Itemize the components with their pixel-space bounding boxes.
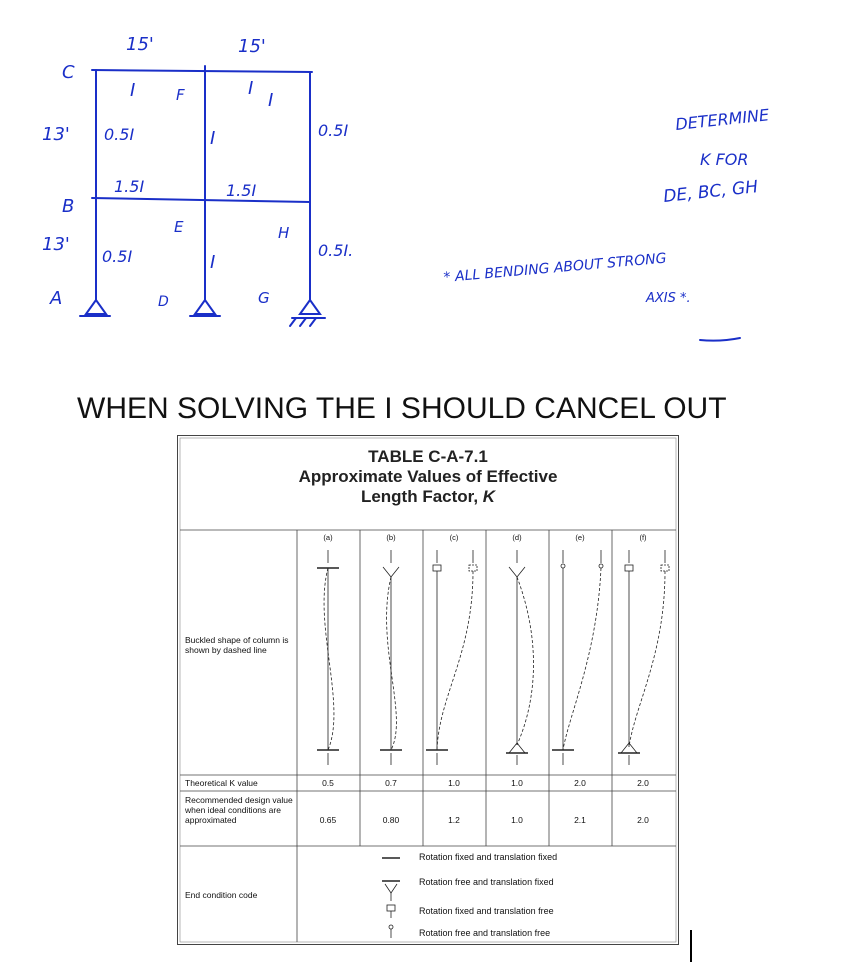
table-title <box>177 447 679 507</box>
table-title-line-2: Approximate Values of Effective <box>298 467 558 486</box>
col-header-a: (a) <box>323 533 333 542</box>
theoretical-k-c: 1.0 <box>448 778 460 788</box>
table-grid <box>177 435 679 945</box>
instruction-line-3: DE, BC, GH <box>662 177 759 207</box>
axis-note-line-2: AXIS *. <box>646 291 691 306</box>
recommended-k-label: Recommended design value when ideal conditions are approximated <box>185 795 293 825</box>
label-cf: I <box>130 80 136 101</box>
theoretical-k-a: 0.5 <box>322 778 334 788</box>
legend-fixed-free: Rotation fixed and translation free <box>419 906 554 916</box>
label-ba: 0.5I <box>102 247 133 266</box>
theoretical-k-e: 2.0 <box>574 778 586 788</box>
col-header-e: (e) <box>575 533 585 542</box>
node-d: D <box>158 294 169 310</box>
legend-free-fixed: Rotation free and translation fixed <box>419 877 554 887</box>
axis-note-line-1: * ALL BENDING ABOUT STRONG <box>442 250 668 286</box>
recommended-k-b: 0.80 <box>382 815 400 825</box>
theoretical-k-f: 2.0 <box>637 778 649 788</box>
node-b: B <box>62 196 75 217</box>
label-be: 1.5I <box>114 177 145 196</box>
node-f: F <box>176 86 185 104</box>
label-fi: I <box>248 78 254 99</box>
theoretical-k-b: 0.7 <box>385 778 397 788</box>
label-cb: 0.5I <box>104 125 135 144</box>
legend-free-free: Rotation free and translation free <box>419 928 551 938</box>
table-title-line-1: TABLE C-A-7.1 <box>368 447 488 466</box>
col-header-b: (b) <box>386 533 396 542</box>
cancel-note-text: WHEN SOLVING THE I SHOULD CANCEL OUT <box>77 392 727 425</box>
label-eh: 1.5I <box>226 181 257 200</box>
label-extra: I <box>268 90 274 111</box>
col-header-f: (f) <box>639 533 647 542</box>
label-ed: I <box>210 252 216 273</box>
legend-fixed-fixed: Rotation fixed and translation fixed <box>419 852 558 862</box>
label-hg: 0.5I. <box>318 241 354 260</box>
buckled-shape-label: Buckled shape of column is shown by dashed line <box>185 635 289 655</box>
node-a: A <box>50 288 63 309</box>
label-right-upper: 0.5I <box>318 121 349 140</box>
instruction-line-1: DETERMINE <box>674 105 770 134</box>
table-title-line-3: Length Factor, K <box>360 487 496 506</box>
dim-top-right: 15' <box>238 36 266 57</box>
dim-top-left: 15' <box>126 34 154 55</box>
col-header-c: (c) <box>449 533 459 542</box>
instruction-line-2: K FOR <box>700 150 749 169</box>
recommended-k-a: 0.65 <box>319 815 337 825</box>
theoretical-k-label: Theoretical K value <box>185 778 258 788</box>
k-factor-table <box>177 435 679 945</box>
node-g: G <box>258 289 270 307</box>
node-e: E <box>174 218 184 236</box>
recommended-k-e: 2.1 <box>574 815 586 825</box>
col-header-d: (d) <box>512 533 522 542</box>
end-condition-label: End condition code <box>185 890 258 900</box>
dim-side-upper: 13' <box>42 124 70 145</box>
node-h: H <box>278 224 290 242</box>
theoretical-k-d: 1.0 <box>511 778 523 788</box>
label-fe: I <box>210 128 216 149</box>
node-c: C <box>62 62 75 83</box>
recommended-k-c: 1.2 <box>448 815 460 825</box>
text-cursor <box>690 930 692 962</box>
frame-sketch <box>0 0 860 380</box>
dim-side-lower: 13' <box>42 234 70 255</box>
recommended-k-f: 2.0 <box>637 815 649 825</box>
recommended-k-d: 1.0 <box>511 815 523 825</box>
